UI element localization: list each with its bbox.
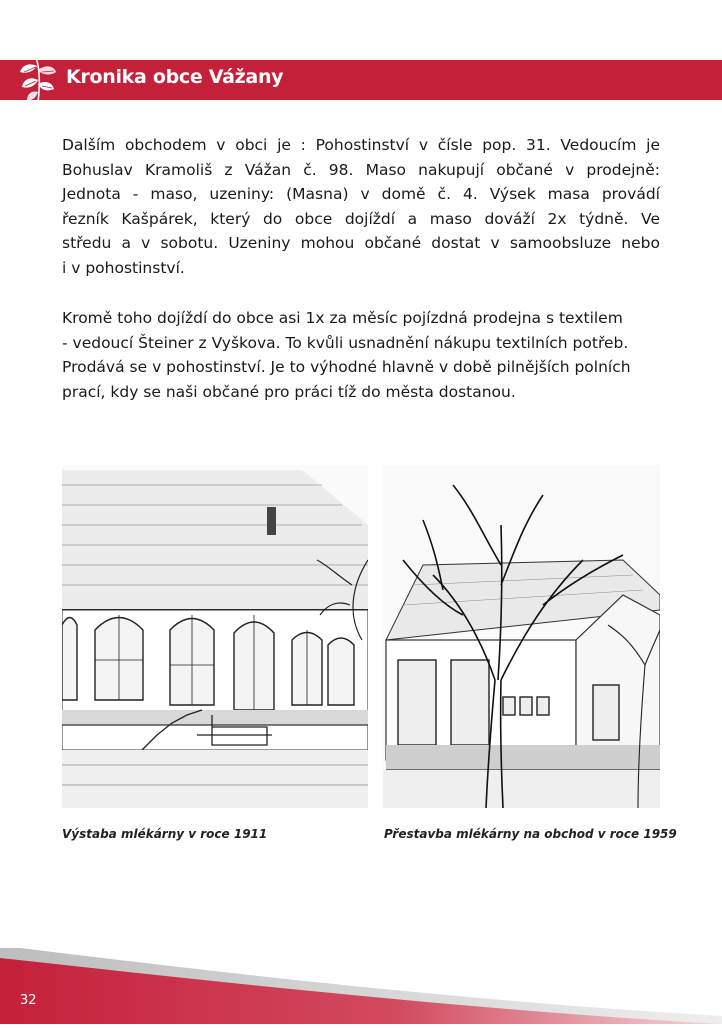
text-line: Bohuslav Kramoliš z Vážan č. 98. Maso nakupují občané v prodejně:: [62, 160, 660, 179]
text-line: Prodává se v pohostinství. Je to výhodné hlavně v době pilnějších polních: [62, 358, 631, 376]
text-line: řezník Kašpárek, který do obce dojíždí a maso dováží 2x týdně. Ve: [62, 209, 660, 228]
text-line: středu a v sobotu. Uzeniny mohou občané dostat v samoobsluze nebo: [62, 234, 660, 252]
footer-band: [0, 940, 722, 1024]
shop-with-tree-drawing-icon: [383, 465, 660, 808]
building-drawing-icon: [62, 465, 368, 808]
birch-leaves-icon: [14, 56, 60, 104]
text-line: - vedoucí Šteiner z Vyškova. To kvůli usnadnění nákupu textilních potřeb.: [62, 333, 629, 352]
figure-caption: Výstaba mlékárny v roce 1911: [62, 827, 268, 841]
text-line: i v pohostinství.: [62, 258, 185, 277]
figure-caption: Přestavba mlékárny na obchod v roce 1959: [384, 827, 677, 841]
header-title: Kronika obce Vážany: [66, 66, 284, 88]
text-line: prací, kdy se naši občané pro práci tíž do města dostanou.: [62, 382, 516, 401]
page-number: 32: [20, 993, 37, 1008]
paragraph-1: [62, 133, 660, 280]
text-line: Jednota - maso, uzeniny: (Masna) v domě č. 4. Výsek masa provádí: [62, 185, 660, 203]
paragraph-2: [62, 306, 660, 404]
text-line: Kromě toho dojíždí do obce asi 1x za měsíc pojízdná prodejna s textilem: [62, 309, 623, 327]
text-line: Dalším obchodem v obci je : Pohostinství v čísle pop. 31. Vedoucím je: [62, 136, 660, 154]
